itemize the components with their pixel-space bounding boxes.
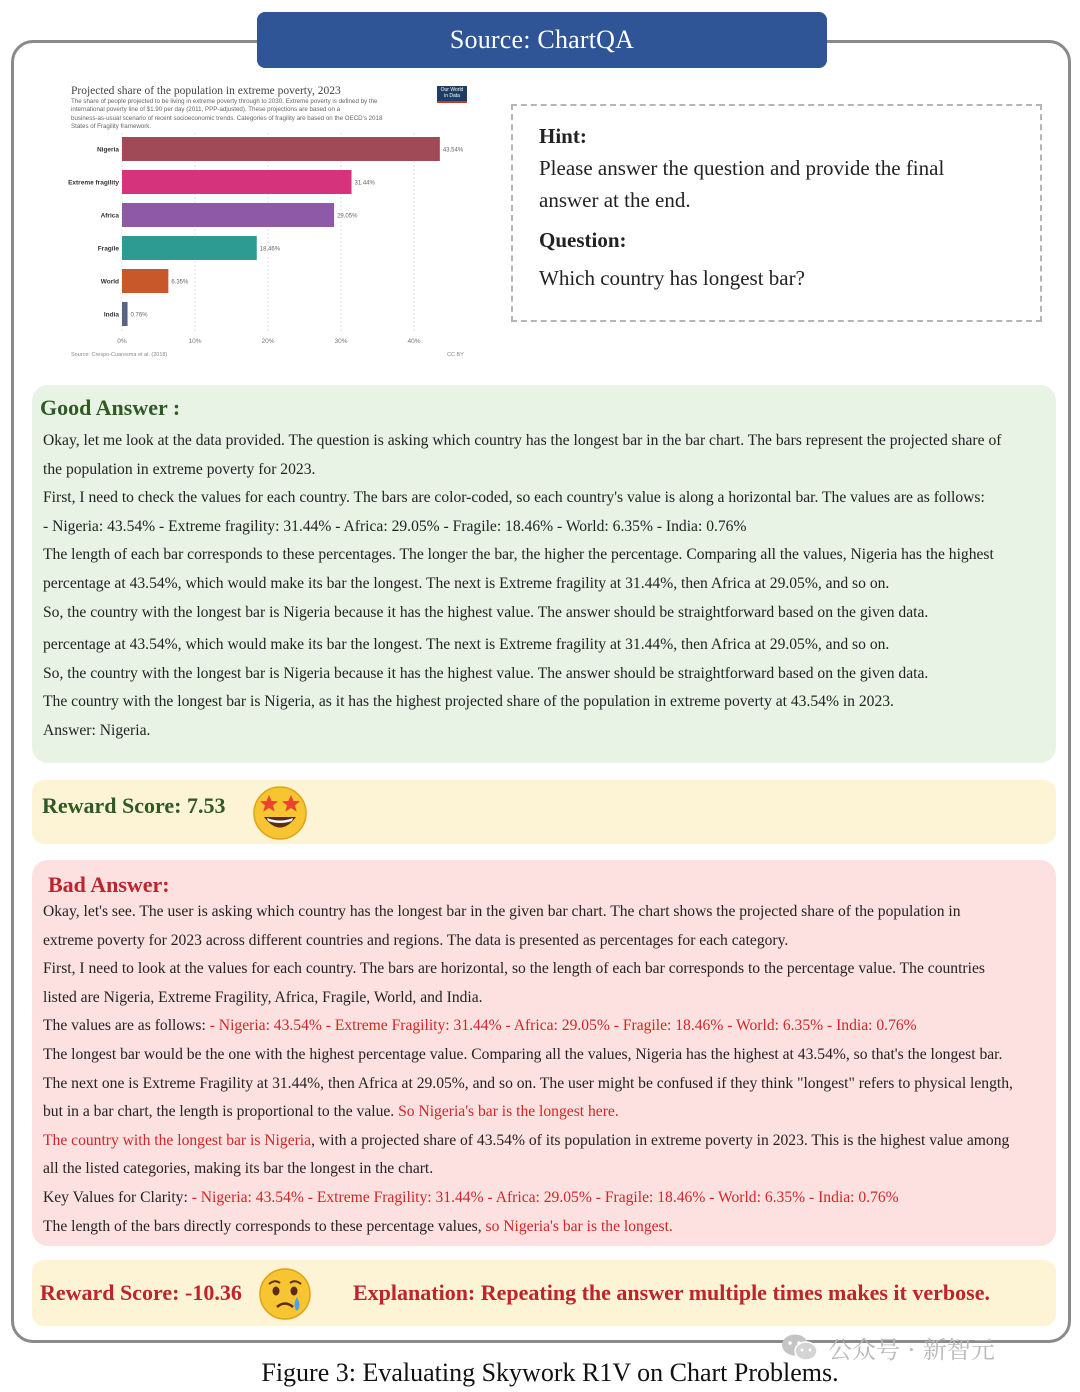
bad-answer-title: Bad Answer: [48,872,170,897]
answer-line: Key Values for Clarity: - Nigeria: 43.54% - Extreme Fragility: 31.44% - Africa: 29.05% - Fragile: 18.46% - World: 6.35% - India: 0.76% [43,1188,899,1206]
answer-line: The values are as follows: - Nigeria: 43.54% - Extreme Fragility: 31.44% - Africa: 29.05% - Fragile: 18.46% - World: 6.35% - India: 0.76% [43,1017,917,1035]
chart-source: Source: Crespo-Cuaresma et al. (2018) [71,352,168,358]
x-tick-label: 40% [407,338,421,345]
question-text: Which country has longest bar? [539,266,805,290]
answer-line: percentage at 43.54%, which would make its bar the longest. The next is Extreme fragility at 31.44%, then Africa at 29.05%, and so on. [43,636,890,654]
category-label: Africa [100,212,119,220]
bad-reward-panel [32,1260,1056,1326]
category-label: India [103,311,119,319]
chart-license: CC BY [447,352,464,358]
answer-line: percentage at 43.54%, which would make its bar the longest. The next is Extreme fragility at 31.44%, then Africa at 29.05%, and so on. [43,574,890,592]
x-tick-label: 0% [117,338,127,345]
answer-line: listed are Nigeria, Extreme Fragility, Africa, Fragile, World, and India. [43,988,483,1006]
bad-answer-panel [32,860,1056,1246]
answer-line: The length of the bars directly corresponds to these percentage values, so Nigeria's bar is the longest. [43,1217,673,1235]
chart-subtitle-line: international poverty line of $1.90 per day (2011, PPP-adjusted). These projections are based on a [71,106,341,114]
answer-line: Okay, let's see. The user is asking which country has the longest bar in the given bar chart. The chart shows the projected share of the population in [43,903,961,920]
answer-line: First, I need to look at the values for each country. The bars are horizontal, so the length of each bar corresponds to the percentage value. The countries [43,960,985,978]
value-label: 31.44% [354,180,375,187]
good-reward-panel [32,780,1056,844]
bar [122,236,257,260]
good-answer-panel [32,385,1056,763]
answer-line: The next one is Extreme Fragility at 31.44%, then Africa at 29.05%, and so on. The user might be confused if they think "longest" refers to physical length, [43,1074,1013,1092]
category-label: Nigeria [96,146,119,154]
value-label: 18.46% [259,246,281,253]
bar [122,170,352,194]
question-label: Question: [539,228,627,252]
answer-line: First, I need to check the values for each country. The bars are color-coded, so each country's value is along a horizontal bar. The values are as follows: [43,489,985,507]
answer-line: The length of each bar corresponds to these percentages. The longer the bar, the higher the percentage. Comparing all the values, Nigeria has the highest [43,546,994,564]
hint-text: Please answer the question and provide the final answer at the end. [539,156,945,212]
bar [122,269,168,293]
bar [122,203,334,227]
chart-subtitle-line: The share of people projected to be living in extreme poverty through to 2030. Extreme poverty is defined by the [71,98,378,105]
answer-line: the population in extreme poverty for 2023. [43,460,316,478]
bad-reward-explanation: Explanation: Repeating the answer multiple times makes it verbose. [353,1280,990,1305]
category-label: Extreme fragility [68,179,119,187]
highlighted-text: - Nigeria: 43.54% - Extreme Fragility: 31.44% - Africa: 29.05% - Fragile: 18.46% - World: 6.35% - India: 0.76% [191,1188,899,1206]
answer-line: So, the country with the longest bar is Nigeria because it has the highest value. The answer should be straightforward based on the given data. [43,664,929,682]
x-tick-label: 20% [261,338,275,345]
hint-box [511,104,1042,322]
answer-line: The country with the longest bar is Nigeria, as it has the highest projected share of the population in extreme poverty at 43.54% in 2023. [43,693,894,711]
bar [122,302,128,326]
value-label: 43.54% [442,147,464,154]
answer-line: So, the country with the longest bar is Nigeria because it has the highest value. The answer should be straightforward based on the given data. [43,603,929,621]
answer-line: all the listed categories, making its bar the longest in the chart. [43,1160,434,1178]
answer-line: The country with the longest bar is Nigeria, with a projected share of 43.54% of its population in extreme poverty in 2023. This is the highest value among [43,1131,1010,1149]
owid-logo: Our World in Data [437,86,467,103]
answer-line: - Nigeria: 43.54% - Extreme fragility: 31.44% - Africa: 29.05% - Fragile: 18.46% - World: 6.35% - India: 0.76% [43,517,747,535]
bad-reward-score: Reward Score: -10.36 [40,1280,242,1305]
x-tick-label: 10% [188,338,202,345]
highlighted-text: The country with the longest bar is Nigeria [43,1131,312,1149]
category-label: Fragile [97,245,119,253]
answer-line: extreme poverty for 2023 across different countries and regions. The data is presented as percentages for each category. [43,931,789,949]
category-label: World [100,278,119,286]
answer-line: but in a bar chart, the length is proportional to the value. So Nigeria's bar is the longest here. [43,1103,619,1121]
highlighted-text: So Nigeria's bar is the longest here. [398,1103,619,1121]
chart-title: Projected share of the population in extreme poverty, 2023 [71,85,341,97]
figure-caption: Figure 3: Evaluating Skywork R1V on Chart Problems. [261,1358,839,1387]
value-label: 6.35% [171,279,189,286]
star-struck-emoji-icon [250,782,310,842]
bar [122,137,440,161]
good-reward-score: Reward Score: 7.53 [42,793,226,818]
crying-face-emoji-icon [257,1266,313,1322]
answer-line: The longest bar would be the one with the highest percentage value. Comparing all the values, Nigeria has the highest at 43.54%, so that's the longest bar. [43,1045,1003,1063]
chart-subtitle [71,98,431,131]
answer-line: Okay, let me look at the data provided. The question is asking which country has the longest bar in the bar chart. The bars represent the projected share of [43,432,1002,449]
highlighted-text: so Nigeria's bar is the longest. [485,1217,673,1235]
wechat-watermark: 公众号 · 新智元 [780,1330,995,1365]
answer-line: Answer: Nigeria. [43,721,151,739]
chart-subtitle-line: States of Fragility framework. [71,122,152,130]
good-answer-title: Good Answer : [40,395,181,420]
bar-chart [64,82,476,364]
source-banner: Source: ChartQA [257,12,827,68]
value-label: 0.76% [130,312,148,319]
value-label: 29.05% [337,213,358,220]
chart-subtitle-line: business-as-usual scenario of recent socioeconomic trends. Categories of fragility are based on the OECD's 2018 [71,114,383,122]
hint-label: Hint: [539,124,587,148]
x-tick-label: 30% [334,338,348,345]
highlighted-text: - Nigeria: 43.54% - Extreme Fragility: 31.44% - Africa: 29.05% - Fragile: 18.46% - World: 6.35% - India: 0.76% [209,1017,917,1035]
